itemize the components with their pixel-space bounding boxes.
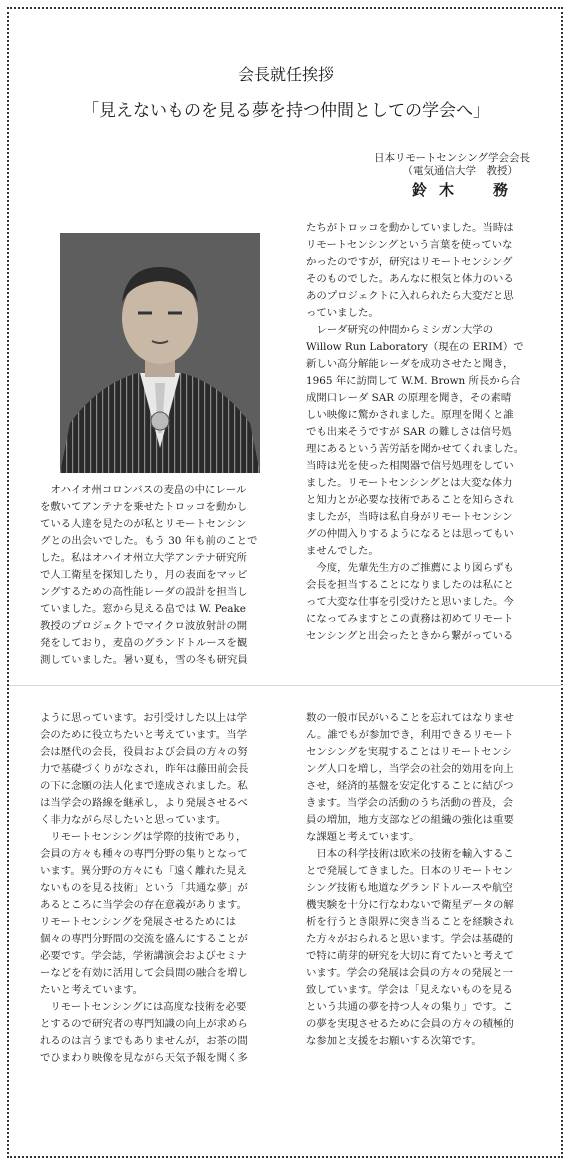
text-line: た方々がおられると思います。学会は基礎的 <box>306 933 513 945</box>
text-line: れるのは言うまでもありませんが，お茶の間 <box>40 1035 248 1047</box>
text-line: グとの出会いでした。もう 30 年も前のことで <box>40 535 258 547</box>
text-line: と知力とが必要な技術であることを知らされ <box>306 494 514 506</box>
scan-seam <box>9 685 563 686</box>
text-line: あるところに当学会の存在意義があります。 <box>40 899 247 911</box>
text-line: リモートセンシングという言葉を使っていな <box>306 239 513 251</box>
text-line: リモートセンシングには高度な技術を必要 <box>40 1001 247 1013</box>
text-line: います。学会の発展は会員の方々の発展と一 <box>306 967 513 979</box>
text-line: ん。誰でもが参加でき，利用できるリモート <box>306 729 514 741</box>
text-line: 個々の専門分野間の交流を盛んにすることが <box>40 933 248 945</box>
text-line: きます。当学会の活動のうち活動の普及，会 <box>306 797 513 809</box>
text-line: く非力ながら尽したいと思っています。 <box>40 814 227 826</box>
text-line: っていました。 <box>306 307 379 319</box>
text-line: 理にあるという苦労話を聞かせてくれました。 <box>306 443 525 455</box>
text-line: で特に萌芽的研究を大切に育てたいと考えて <box>306 950 514 962</box>
text-line: 1965 年に訪問して W.M. Brown 所長から合 <box>306 375 521 387</box>
text-line: オハイオ州コロンバスの麦畠の中にレール <box>40 484 247 496</box>
text-line: 致しています。学会は「見えないものを見る <box>306 984 513 996</box>
text-line: 日本の科学技術は欧米の技術を輸入するこ <box>306 848 514 860</box>
text-line: たちがトロッコを動かしていました。当時は <box>306 222 514 234</box>
author-affiliation: 日本リモートセンシング学会会長 <box>373 152 530 164</box>
text-line: 力で基礎づくりがなされ，昨年は藤田前会長 <box>40 763 249 775</box>
text-column-3 <box>40 710 248 1067</box>
text-line: 会員の方々も種々の専門分野の集りとなって <box>40 848 248 860</box>
text-line: でひまわり映像を見ながら天気予報を聞く多 <box>40 1052 248 1064</box>
text-line: リモートセンシングを発展させるためには <box>40 916 236 928</box>
text-line: 新しい高分解能レーダを成功させたと聞き， <box>306 358 514 370</box>
text-line: ませんでした。 <box>306 545 379 557</box>
text-line: ングするための高性能レーダの設計を担当し <box>40 586 248 598</box>
text-line: な課題と考えています。 <box>306 831 420 843</box>
text-line: とで発展してきました。日本のリモートセン <box>306 865 514 877</box>
author-position: （電気通信大学 教授） <box>402 165 518 177</box>
text-line: 会のために役立ちたいと考えています。当学 <box>40 729 247 741</box>
text-line: 測していました。暑い夏も，雪の冬も研究員 <box>40 654 248 666</box>
text-line: になってみますとこの責務は初めてリモート <box>306 613 514 625</box>
text-line: 数の一般市民がいることを忘れてはなりませ <box>306 712 514 724</box>
text-line: 当時は光を使った相関器で信号処理をしてい <box>306 460 514 472</box>
text-line: させ，経済的基盤を安定化することに結びつ <box>306 780 514 792</box>
text-line: で人工衛星を探知したり，月の表面をマッピ <box>40 569 248 581</box>
text-line: 会長を担当することになりましたのは私にと <box>306 579 514 591</box>
text-line: ていました。窓から見える畠では W. Peake <box>40 603 246 615</box>
text-line: 析を行うとき限界に突き当ることを経験され <box>306 916 514 928</box>
text-line: ました。リモートセンシングとは大変な体力 <box>306 477 513 489</box>
text-line: 機実験を十分に行なわないで衛星データの解 <box>306 899 514 911</box>
text-line: ましたが，当時は私自身がリモートセンシン <box>306 511 513 523</box>
text-line: 員の増加，地方支部などの組織の強化は重要 <box>306 814 514 826</box>
text-line: な参加と支援をお願いする次第です。 <box>306 1035 482 1047</box>
text-line: 必要です。学会誌，学術講演会およびセミナ <box>40 950 247 962</box>
text-column-1 <box>40 482 257 669</box>
text-line: グの仲間入りするようになるとは思ってもい <box>306 528 514 540</box>
text-line: という共通の夢を持つ人々の集り」です。こ <box>306 1001 513 1013</box>
text-line: ている人達を見たのが私とリモートセンシン <box>40 518 247 530</box>
text-line: 教授のプロジェクトでマイクロ波放射計の開 <box>40 620 248 632</box>
text-line: とするので研究者の専門知識の向上が求めら <box>40 1018 248 1030</box>
text-line: ないものを見る技術」という「共通な夢」が <box>40 882 248 894</box>
text-line: の夢を実現させるために会員の方々の積極的 <box>306 1018 514 1030</box>
text-line: は当学会の路線を継承し，より発展させるべ <box>40 797 248 809</box>
author-name: 鈴木 務 <box>411 181 520 199</box>
text-line: センシングと出会ったときから繋がっている <box>306 630 514 642</box>
page-subtitle: 「見えないものを見る夢を持つ仲間としての学会へ」 <box>82 101 490 121</box>
text-line: しい映像に驚かされました。原理を聞くと誰 <box>306 409 514 421</box>
text-line: Willow Run Laboratory（現在の ERIM）で <box>306 341 524 353</box>
text-line: した。私はオハイオ州立大学アンテナ研究所 <box>40 552 247 564</box>
text-line: たいと考えています。 <box>40 984 144 996</box>
text-line: って大変な仕事を引受けたと思いました。今 <box>306 596 514 608</box>
text-line: ように思っています。お引受けした以上は学 <box>40 712 247 724</box>
text-line: センシングを実現することはリモートセンシ <box>306 746 513 758</box>
text-line: 発をしており，麦畠のグランドトルースを観 <box>40 637 248 649</box>
text-line: の下に念願の法人化まで達成されました。私 <box>40 780 248 792</box>
text-line: でも出来そうですが SAR の難しさは信号処 <box>306 426 512 438</box>
text-line: 会は歴代の会長，役員および会員の方々の努 <box>40 746 248 758</box>
text-line: かったのですが，研究はリモートセンシング <box>306 256 513 268</box>
text-column-4 <box>306 710 514 1050</box>
text-line: います。異分野の方々にも「遠く離れた見え <box>40 865 247 877</box>
author-portrait-photo <box>60 233 260 473</box>
text-line: を敷いてアンテナを乗せたトロッコを動かし <box>40 501 248 513</box>
portrait-icon <box>60 233 260 473</box>
text-line: レーダ研究の仲間からミシガン大学の <box>306 324 494 336</box>
text-line: ング人口を増し，当学会の社会的効用を向上 <box>306 763 514 775</box>
text-line: 今度，先輩先生方のご推薦により図らずも <box>306 562 514 574</box>
text-line: そのものでした。あんなに根気と体力のいる <box>306 273 514 285</box>
text-line: 成開口レーダ SAR の原理を聞き，その素晴 <box>306 392 512 404</box>
text-line: リモートセンシングは学際的技術であり， <box>40 831 247 843</box>
text-column-2 <box>306 220 524 645</box>
text-line: シング技術も地道なグランドトルースや航空 <box>306 882 513 894</box>
text-line: あのプロジェクトに入れられたら大変だと思 <box>306 290 514 302</box>
page-title: 会長就任挨拶 <box>237 65 334 84</box>
text-line: ーなどを有効に活用して会員間の融合を増し <box>40 967 248 979</box>
